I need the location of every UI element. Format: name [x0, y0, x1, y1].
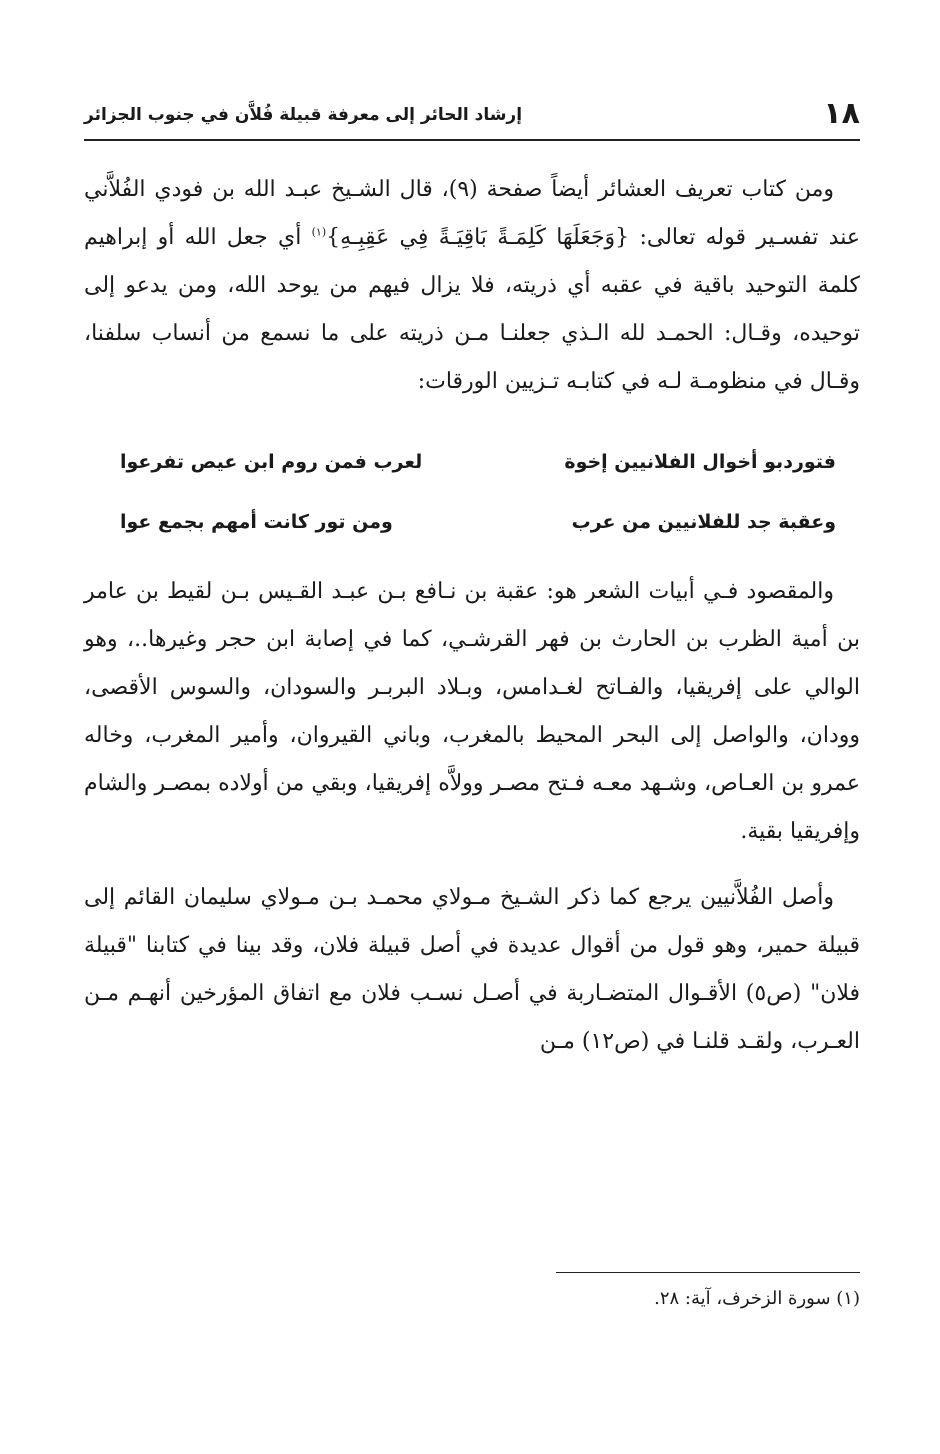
quran-verse-text: {وَجَعَلَهَا كَلِمَـةً بَاقِيَـةً فِي عَقِبِـهِ}: [326, 225, 630, 250]
footnote-divider: [556, 1272, 860, 1273]
page-number: ١٨: [823, 96, 860, 131]
poem-verse: [84, 432, 860, 492]
poem-hemistich-second: ومن تور كانت أمهم بجمع عوا: [120, 511, 393, 533]
header-divider: [84, 139, 860, 141]
paragraph-spacer: [84, 856, 860, 874]
paragraph-3: وأصل الفُلاَّنيين يرجع كما ذكر الشـيخ مـولاي محمـد بـن مـولاي سليمان القائم إلى قبيلة حمير، وهو قول من أقوال عديدة في أصل قبيلة فلان، وقد بينا في كتابنا "قبيلة فلان" (ص٥) الأقـوال المتضـاربة في أصـل نسـب فلان مع اتفاق المؤرخين أنهـم مـن العـرب، ولقـد قلنـا في (ص١٢) مـن: [84, 885, 860, 1054]
poem-hemistich-first: وعقبة جد للفلانيين من عرب: [571, 511, 836, 533]
running-title: إرشاد الحائر إلى معرفة قبيلة فُلاَّن في جنوب الجزائر: [84, 105, 523, 125]
footnote-reference[interactable]: (١): [311, 225, 327, 239]
poem-verse: [84, 492, 860, 552]
poem-hemistich-first: فتوردبو أخوال الفلانيين إخوة: [564, 451, 836, 473]
paragraph-2: والمقصود فـي أبيات الشعر هو: عقبة بن نـافع بـن عبـد القـيس بـن لقيط بن عامر بن أمية الظرب بن الحارث بن فهر القرشـي، كما في إصابة ابن حجر وغيرها..، وهو الوالي على إفريقيا، والفـاتح لغـدامس، وبـلاد البربـر والسودان، والسوس الأقصى، وودان، والواصل إلى البحر المحيط بالمغرب، وباني القيروان، وأمير المغرب، وخاله عمرو بن العـاص، وشـهد معـه فـتح مصـر وولاَّه إفريقيا، وبقي من أولاده بمصـر والشام وإفريقيا بقية.: [84, 579, 860, 844]
page-header: [84, 92, 860, 136]
quran-verse: [312, 225, 630, 250]
footnote: (١) سورة الزخرف، آية: ٢٨.: [654, 1288, 860, 1309]
poem: [84, 432, 860, 552]
paragraph-1-intro: ومن كتاب تعريف العشائر أيضاً صفحة (٩)، قال الشـيخ عبـد الله بن فودي الفُلاَّني عند تفسـير قوله تعالى:: [84, 177, 860, 250]
paragraph-1: [84, 166, 860, 406]
main-text: [84, 166, 860, 1066]
poem-hemistich-second: لعرب فمن روم ابن عيص تفرعوا: [120, 451, 423, 473]
paragraph-1-rest: أي جعل الله أو إبراهيم كلمة التوحيد باقية في عقبه أي ذريته، فلا يزال فيهم من يوحد الله، ومن يدعو إلى توحيده، وقـال: الحمـد لله الـذي جعلنـا مـن ذريته على ما نسمع من أنساب سلفنا، وقـال في منظومـة لـه في كتابـه تـزيين الورقات:: [84, 225, 860, 394]
